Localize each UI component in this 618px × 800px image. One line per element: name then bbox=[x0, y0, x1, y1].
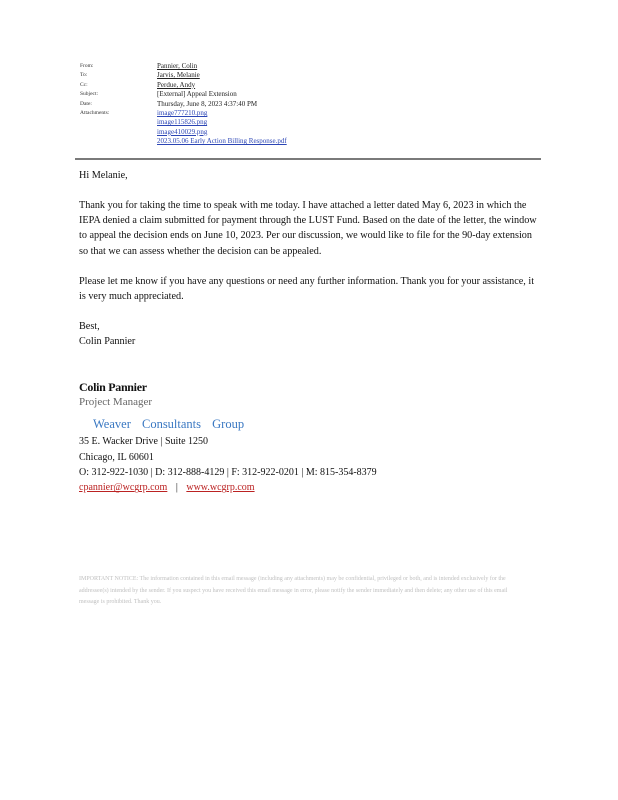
from-label: From: bbox=[80, 63, 94, 69]
header-divider bbox=[75, 158, 541, 160]
contact-separator: | bbox=[175, 482, 178, 494]
from-link[interactable]: Pannier, Colin bbox=[157, 62, 198, 70]
attachment-link[interactable]: image777210.png bbox=[157, 109, 208, 118]
to-label: To: bbox=[80, 72, 88, 79]
header-subject-row bbox=[80, 90, 287, 99]
attachment-link[interactable]: 2023.05.06 Early Action Billing Response.pdf bbox=[157, 137, 287, 146]
header-from-row bbox=[80, 62, 287, 71]
to-link[interactable]: Jarvis, Melanie bbox=[157, 71, 200, 80]
cc-label: Cc: bbox=[80, 81, 88, 88]
header-attachments-row bbox=[80, 109, 287, 147]
email-signature bbox=[79, 380, 377, 496]
attachments-list bbox=[157, 109, 287, 147]
date-label: Date: bbox=[80, 100, 92, 107]
address-line: 35 E. Wacker Drive | Suite 1250 bbox=[79, 436, 209, 448]
closing-name: Colin Pannier bbox=[79, 336, 136, 348]
confidentiality-notice: IMPORTANT NOTICE: The information contained in this email message (including any attachments) may be confidential, privileged or both, and is intended exclusively for the addressee(s) intended by the sender. If you suspect you have received this email message in error, please notify the sender immediately and then delete; any other use of this email message is prohibited. Thank you. bbox=[79, 576, 508, 605]
attachments-label: Attachments: bbox=[80, 110, 110, 117]
attachment-link[interactable]: image115826.png bbox=[157, 118, 208, 127]
header-cc-row bbox=[80, 81, 287, 90]
subject-label: Subject: bbox=[80, 91, 99, 98]
email-body bbox=[79, 168, 539, 349]
greeting: Hi Melanie, bbox=[79, 170, 128, 181]
attachment-link[interactable]: image410029.png bbox=[157, 127, 208, 136]
header-to-row bbox=[80, 71, 287, 80]
website-link[interactable]: www.wcgrp.com bbox=[186, 482, 255, 494]
body-paragraph: Thank you for taking the time to speak with me today. I have attached a letter dated May 6, 2023 in which the IEPA denied a claim submitted for payment through the LUST Fund. Based on the date of the letter, the window to appeal the decision ends on June 10, 2023. Per our discussion, we would like to file for the 90-day extension so that we can assess whether the decision can be appealed. bbox=[79, 200, 537, 257]
phone-numbers: O: 312-922-1030 | D: 312-888-4129 | F: 312-922-0201 | M: 815-354-8379 bbox=[79, 467, 377, 479]
company-name: Weaver Consultants Group bbox=[93, 416, 245, 431]
cc-link[interactable]: Perdue, Andy bbox=[157, 80, 196, 89]
date-value: Thursday, June 8, 2023 4:37:40 PM bbox=[157, 99, 258, 108]
email-link[interactable]: cpannier@wcgrp.com bbox=[79, 482, 168, 494]
email-header bbox=[80, 62, 287, 147]
subject-value: [External] Appeal Extension bbox=[157, 90, 237, 99]
address-line: Chicago, IL 60601 bbox=[79, 451, 154, 463]
body-paragraph: Please let me know if you have any questions or need any further information. Thank you for your assistance, it is very much appreciated. bbox=[79, 275, 535, 302]
signature-name: Colin Pannier bbox=[79, 380, 147, 394]
signature-title: Project Manager bbox=[79, 396, 152, 409]
closing: Best, bbox=[79, 320, 100, 332]
header-date-row bbox=[80, 100, 287, 109]
contact-links bbox=[79, 480, 377, 495]
